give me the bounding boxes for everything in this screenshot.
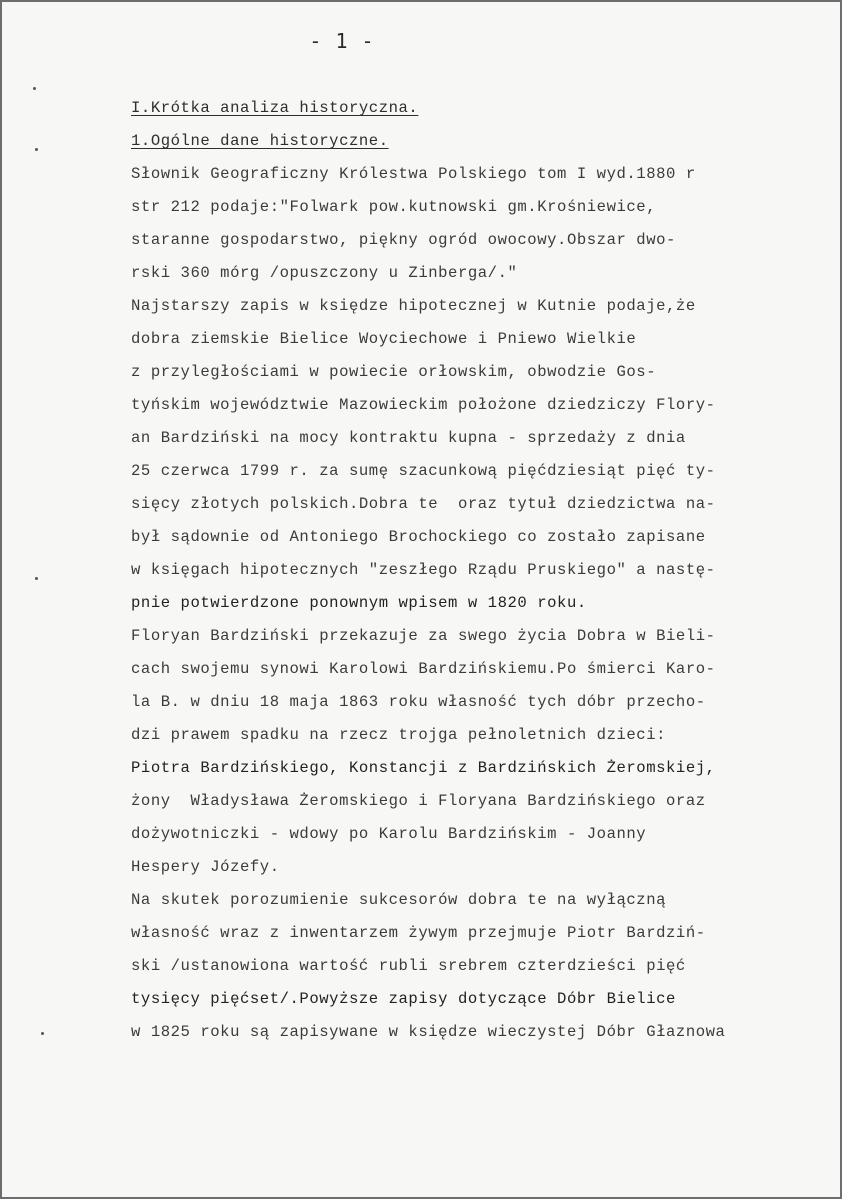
text-line: Hespery Józefy.: [131, 858, 280, 876]
text-line: tysięcy pięćset/.Powyższe zapisy dotyczące Dóbr Bielice: [131, 990, 676, 1008]
document-body: [131, 92, 791, 1049]
text-line: był sądownie od Antoniego Brochockiego co zostało zapisane: [131, 528, 706, 546]
text-line: dzi prawem spadku na rzecz trojga pełnoletnich dzieci:: [131, 726, 667, 744]
section-heading-text: I.Krótka analiza historyczna.: [131, 99, 419, 117]
text-line: Słownik Geograficzny Królestwa Polskiego tom I wyd.1880 r: [131, 165, 696, 183]
text-line: własność wraz z inwentarzem żywym przejmuje Piotr Bardziń-: [131, 924, 706, 942]
text-line: str 212 podaje:"Folwark pow.kutnowski gm.Krośniewice,: [131, 198, 657, 216]
subsection-heading-text: 1.Ogólne dane historyczne.: [131, 132, 389, 150]
binding-hole-mark: [41, 1032, 44, 1035]
text-line: tyńskim województwie Mazowieckim położone dziedziczy Flory-: [131, 396, 716, 414]
subsection-heading: [131, 125, 791, 158]
binding-hole-mark: [33, 87, 36, 90]
text-line: ski /ustanowiona wartość rubli srebrem czterdzieści pięć: [131, 957, 686, 975]
text-line: pnie potwierdzone ponownym wpisem w 1820 roku.: [131, 594, 587, 612]
text-line: w księgach hipotecznych "zeszłego Rządu Pruskiego" a nastę-: [131, 561, 716, 579]
text-line: Najstarszy zapis w księdze hipotecznej w Kutnie podaje,że: [131, 297, 696, 315]
section-heading: [131, 92, 791, 125]
text-line: dożywotniczki - wdowy po Karolu Bardzińskim - Joanny: [131, 825, 647, 843]
text-line: żony Władysława Żeromskiego i Floryana Bardzińskiego oraz: [131, 792, 706, 810]
text-line: an Bardziński na mocy kontraktu kupna - sprzedaży z dnia: [131, 429, 686, 447]
text-line: w 1825 roku są zapisywane w księdze wieczystej Dóbr Głaznowa: [131, 1023, 726, 1041]
text-line: sięcy złotych polskich.Dobra te oraz tytuł dziedzictwa na-: [131, 495, 716, 513]
text-line: dobra ziemskie Bielice Woyciechowe i Pniewo Wielkie: [131, 330, 637, 348]
text-line: la B. w dniu 18 maja 1863 roku własność tych dóbr przecho-: [131, 693, 706, 711]
text-line: Floryan Bardziński przekazuje za swego życia Dobra w Bieli-: [131, 627, 716, 645]
text-line: 25 czerwca 1799 r. za sumę szacunkową pięćdziesiąt pięć ty-: [131, 462, 716, 480]
text-line: Piotra Bardzińskiego, Konstancji z Bardzińskich Żeromskiej,: [131, 759, 716, 777]
binding-hole-mark: [35, 577, 38, 580]
text-line: staranne gospodarstwo, piękny ogród owocowy.Obszar dwo-: [131, 231, 676, 249]
binding-hole-mark: [35, 148, 38, 151]
text-line: rski 360 mórg /opuszczony u Zinberga/.": [131, 264, 518, 282]
text-line: Na skutek porozumienie sukcesorów dobra te na wyłączną: [131, 891, 667, 909]
text-line: cach swojemu synowi Karolowi Bardzińskiemu.Po śmierci Karo-: [131, 660, 716, 678]
text-line: z przyległościami w powiecie orłowskim, obwodzie Gos-: [131, 363, 657, 381]
page-number: - 1 -: [309, 29, 375, 53]
